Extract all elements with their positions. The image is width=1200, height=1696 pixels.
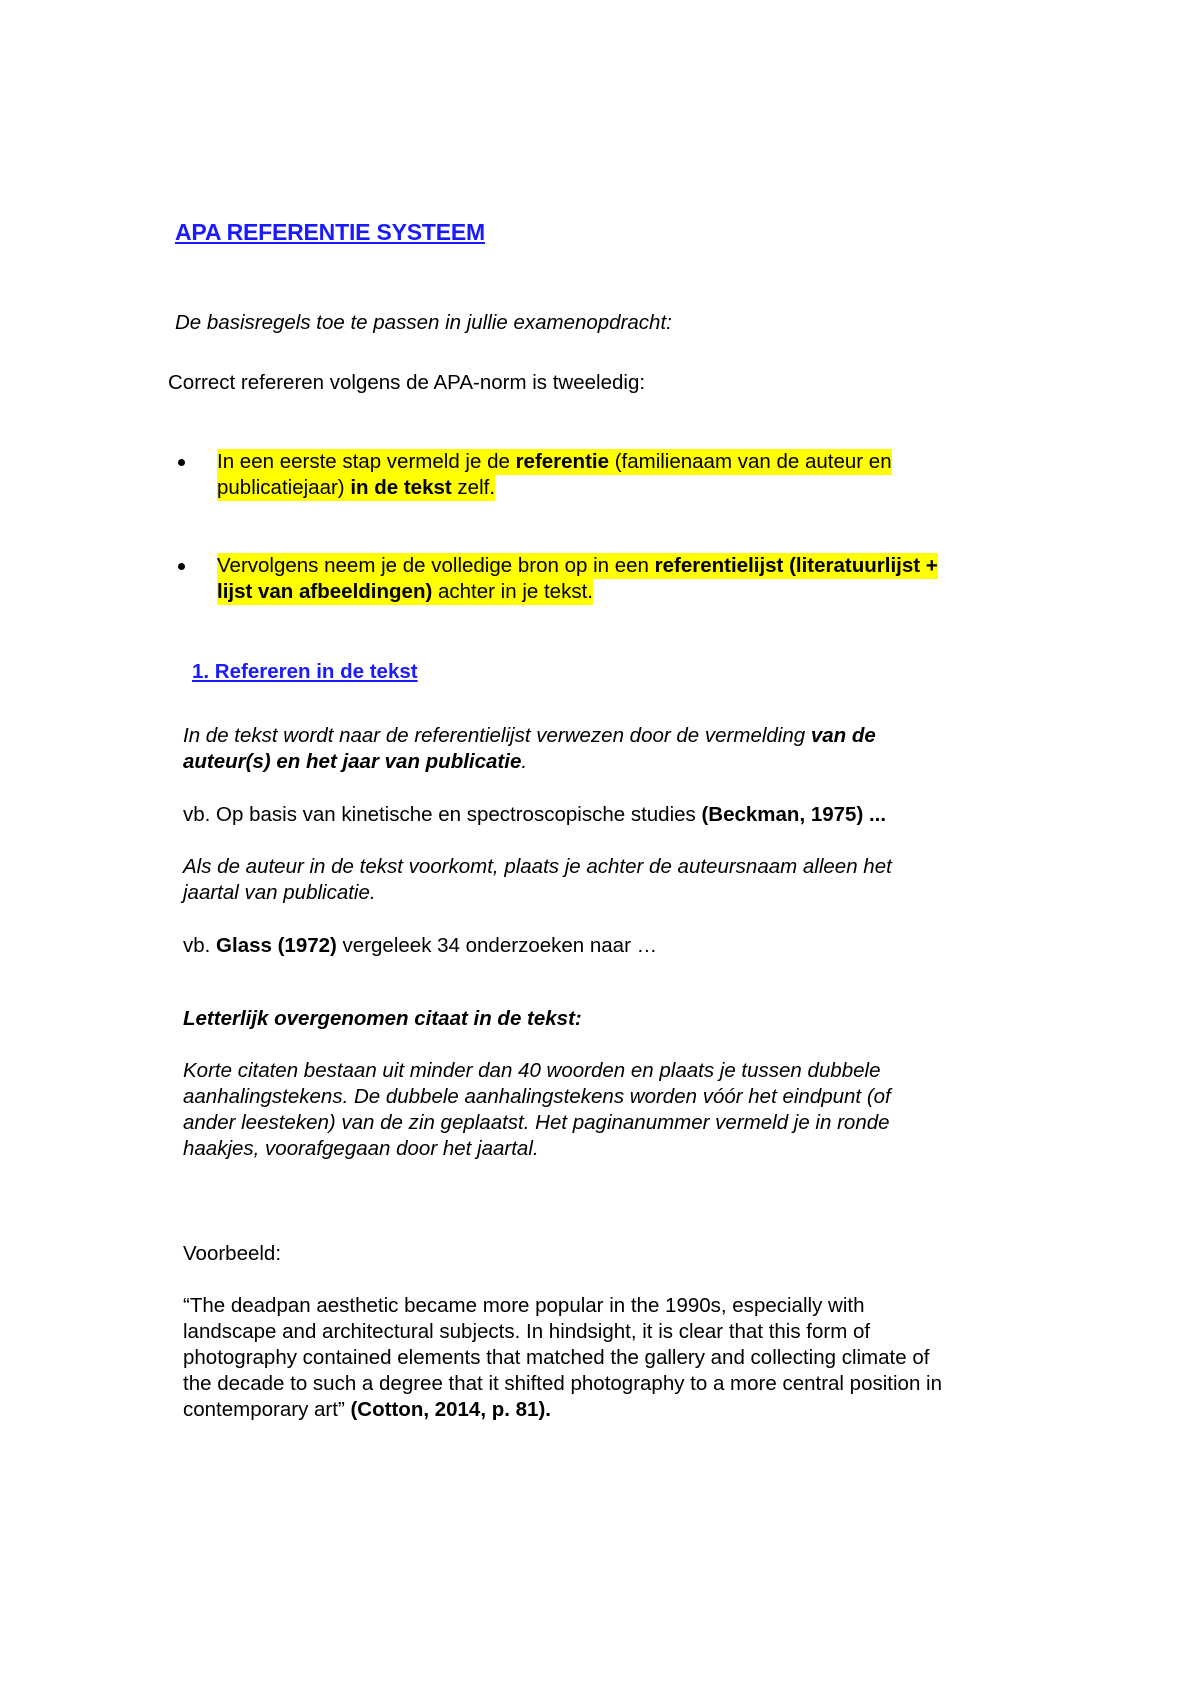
section-heading: 1. Refereren in de tekst (192, 660, 418, 683)
quote-example: “The deadpan aesthetic became more popular in the 1990s, especially with landscape and architectural subjects. In hindsight, it is clear that this form of photography contained elements that matched the gallery and collecting climate of the decade to such a degree that it shifted photography to a more central position in contemporary art” (Cotton, 2014, p. 81). (183, 1294, 942, 1421)
reference-explanation: In de tekst wordt naar de referentielijst verwezen door de vermelding van de auteur(s) en het jaar van publicatie. (183, 724, 876, 773)
example-1: vb. Op basis van kinetische en spectroscopische studies (Beckman, 1975) ... (183, 803, 887, 826)
intro-text: De basisregels toe te passen in jullie examenopdracht: (175, 311, 672, 334)
bullet-1-line-1: In een eerste stap vermeld je de referentie (familienaam van de auteur en (217, 450, 892, 473)
quote-rules: Korte citaten bestaan uit minder dan 40 woorden en plaats je tussen dubbele aanhalingstekens. De dubbele aanhalingstekens worden vóór het eindpunt (of ander leesteken) van de zin geplaatst. Het paginanummer vermeld je in ronde haakjes, voorafgegaan door het jaartal. (183, 1059, 891, 1160)
lead-text: Correct refereren volgens de APA-norm is tweeledig: (168, 371, 646, 394)
author-in-text-rule: Als de auteur in de tekst voorkomt, plaats je achter de auteursnaam alleen het jaartal van publicatie. (183, 855, 892, 904)
example-2: vb. Glass (1972) vergeleek 34 onderzoeken naar … (183, 934, 658, 957)
document-title: APA REFERENTIE SYSTEEM (175, 219, 485, 245)
bullet-dot-icon (178, 563, 185, 570)
bullet-dot-icon (178, 459, 185, 466)
bullet-1-line-2: publicatiejaar) in de tekst zelf. (217, 476, 496, 499)
example-label: Voorbeeld: (183, 1242, 282, 1265)
quote-heading: Letterlijk overgenomen citaat in de tekst: (183, 1007, 582, 1030)
bullet-2-line-1: Vervolgens neem je de volledige bron op in een referentielijst (literatuurlijst + (217, 554, 938, 577)
bullet-2-line-2: lijst van afbeeldingen) achter in je tekst. (217, 580, 593, 603)
